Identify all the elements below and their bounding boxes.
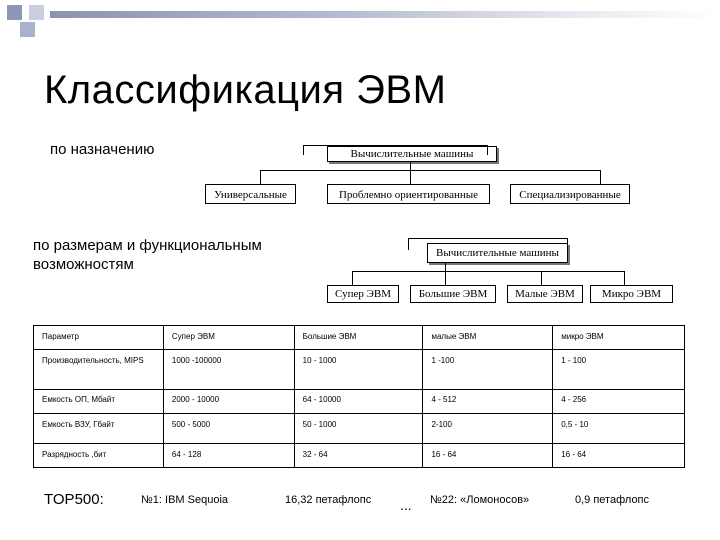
table-cell: 4 - 256 bbox=[553, 390, 685, 414]
header-square-1 bbox=[7, 5, 22, 20]
spec-table bbox=[33, 325, 685, 468]
table-cell: 0,5 - 10 bbox=[553, 414, 685, 444]
table-cell: 1 - 100 bbox=[553, 350, 685, 390]
purpose-connector bbox=[303, 145, 304, 155]
size-connector bbox=[567, 238, 568, 244]
purpose-connector bbox=[487, 145, 488, 155]
size-connector bbox=[541, 271, 542, 285]
size-node-super: Супер ЭВМ bbox=[327, 285, 399, 303]
purpose-node-problem-oriented: Проблемно ориентированные bbox=[327, 184, 490, 204]
size-connector bbox=[408, 238, 409, 250]
table-cell: 50 - 1000 bbox=[294, 414, 423, 444]
table-header-row bbox=[34, 326, 685, 350]
table-row bbox=[34, 350, 685, 390]
size-node-large: Большие ЭВМ bbox=[410, 285, 496, 303]
header-gradient-bar bbox=[50, 11, 720, 18]
size-root-node: Вычислительные машины bbox=[427, 243, 568, 263]
table-cell: 2000 - 10000 bbox=[163, 390, 294, 414]
table-row bbox=[34, 414, 685, 444]
table-cell: 4 - 512 bbox=[423, 390, 553, 414]
header-square-3 bbox=[20, 22, 35, 37]
purpose-connector bbox=[303, 145, 488, 146]
table-cell: 10 - 1000 bbox=[294, 350, 423, 390]
table-header-cell: Супер ЭВМ bbox=[163, 326, 294, 350]
table-header-cell: Большие ЭВМ bbox=[294, 326, 423, 350]
purpose-label: по назначению bbox=[50, 141, 155, 158]
size-node-micro: Микро ЭВМ bbox=[590, 285, 673, 303]
size-connector bbox=[408, 238, 568, 239]
table-cell: Емкость ВЗУ, Гбайт bbox=[34, 414, 164, 444]
top500-label: TOP500: bbox=[44, 491, 104, 508]
table-cell: 2-100 bbox=[423, 414, 553, 444]
top500-first-rank: №1: IBM Sequoia bbox=[141, 494, 229, 506]
size-connector bbox=[445, 263, 446, 285]
top500-ellipsis: ... bbox=[400, 497, 412, 513]
table-cell: 500 - 5000 bbox=[163, 414, 294, 444]
table-cell: Разрядность ,бит bbox=[34, 444, 164, 468]
purpose-node-universal: Универсальные bbox=[205, 184, 296, 204]
table-cell: Производительность, MIPS bbox=[34, 350, 164, 390]
table-cell: Емкость ОП, Мбайт bbox=[34, 390, 164, 414]
header-square-2 bbox=[29, 5, 44, 20]
size-connector bbox=[352, 271, 353, 285]
table-cell: 16 - 64 bbox=[423, 444, 553, 468]
table-header-cell: малые ЭВМ bbox=[423, 326, 553, 350]
purpose-node-specialized: Специализированные bbox=[510, 184, 630, 204]
table-header-cell: Параметр bbox=[34, 326, 164, 350]
purpose-connector bbox=[260, 170, 600, 171]
size-connector bbox=[352, 271, 624, 272]
table-row bbox=[34, 390, 685, 414]
table-cell: 1000 -100000 bbox=[163, 350, 294, 390]
top500-second-rank: №22: «Ломоносов» bbox=[430, 494, 530, 506]
size-label: по размерам и функциональным возможностям bbox=[33, 237, 262, 273]
table-cell: 32 - 64 bbox=[294, 444, 423, 468]
purpose-connector bbox=[600, 170, 601, 184]
table-cell: 1 -100 bbox=[423, 350, 553, 390]
slide-title: Классификация ЭВМ bbox=[44, 68, 447, 112]
purpose-connector bbox=[260, 170, 261, 184]
purpose-root-node: Вычислительные машины bbox=[327, 146, 497, 162]
table-cell: 16 - 64 bbox=[553, 444, 685, 468]
size-connector bbox=[624, 271, 625, 285]
table-cell: 64 - 128 bbox=[163, 444, 294, 468]
table-header-cell: микро ЭВМ bbox=[553, 326, 685, 350]
top500-second-perf: 0,9 петафлопс bbox=[575, 494, 650, 506]
purpose-connector bbox=[410, 162, 411, 184]
table-row bbox=[34, 444, 685, 468]
top500-first-perf: 16,32 петафлопс bbox=[285, 494, 372, 506]
size-node-small: Малые ЭВМ bbox=[507, 285, 583, 303]
table-cell: 64 - 10000 bbox=[294, 390, 423, 414]
